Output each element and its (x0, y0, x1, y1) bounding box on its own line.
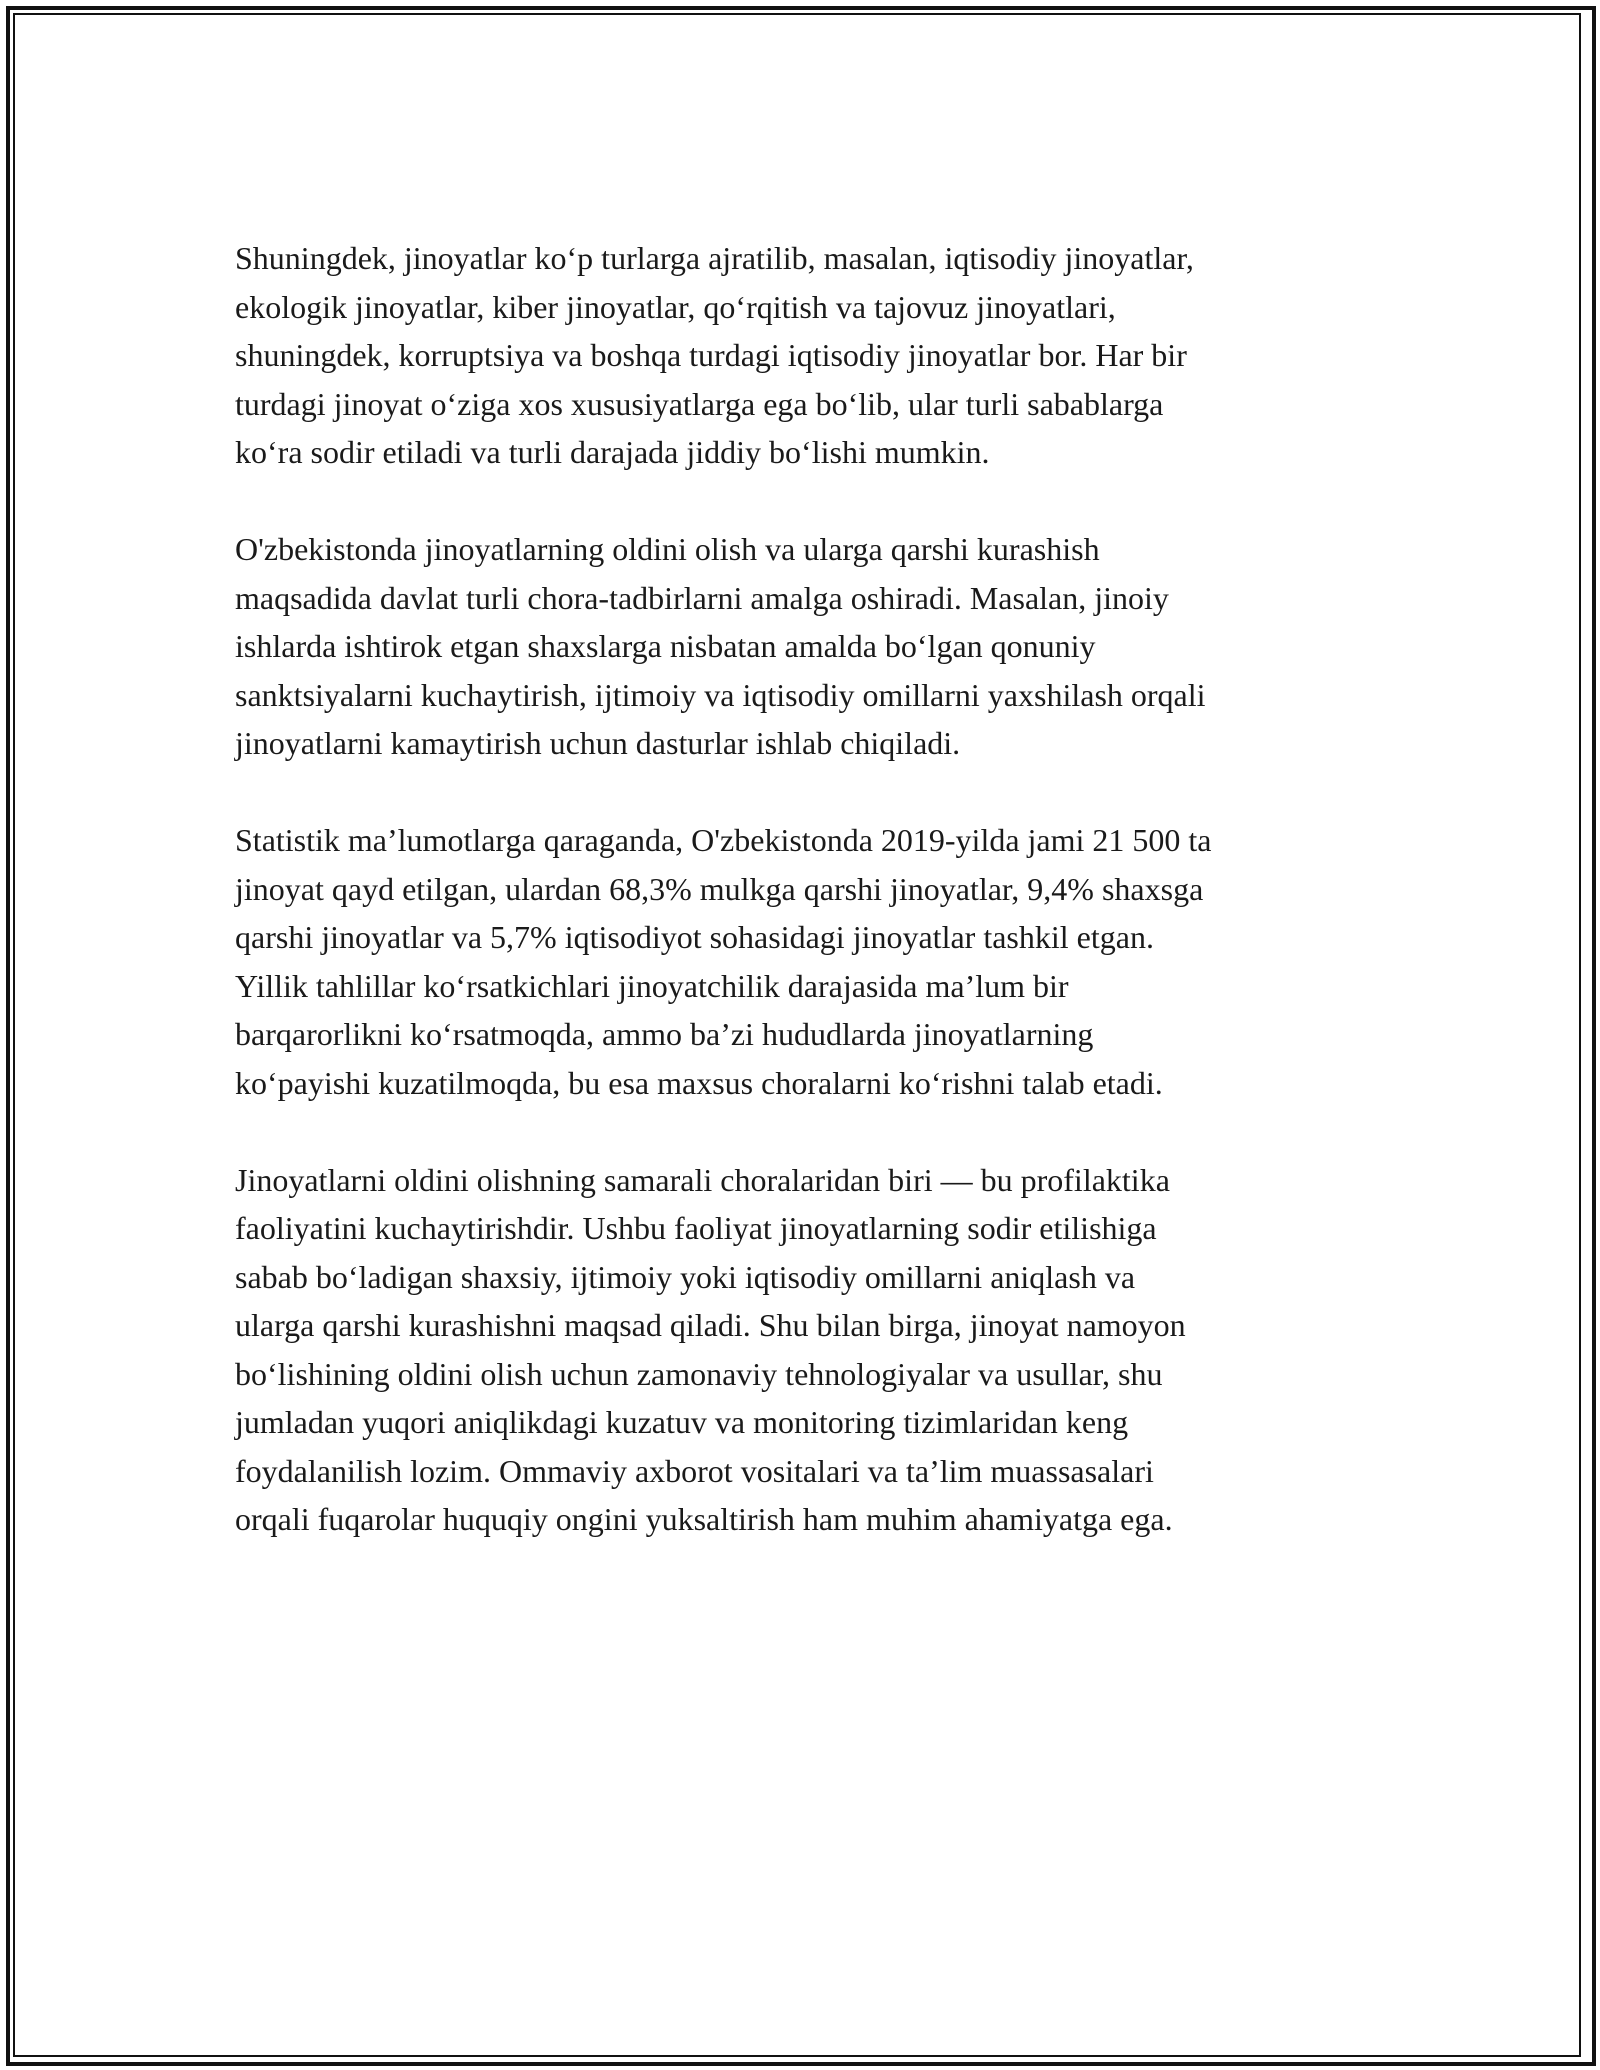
paragraph-prevention: Jinoyatlarni oldini olishning samarali choralaridan biri — bu profilaktika faoliyatini kuchaytirishdir. Ushbu faoliyat jinoyatlarning sodir etilishiga sabab bo‘ladigan shaxsiy, ijtimoiy yoki iqtisodiy omillarni aniqlash va ularga qarshi kurashishni maqsad qiladi. Shu bilan birga, jinoyat namoyon bo‘lishining oldini olish uchun zamonaviy tehnologiyalar va usullar, shu jumladan yuqori aniqlikdagi kuzatuv va monitoring tizimlaridan keng foydalanilish lozim. Ommaviy axborot vositalari va ta’lim muassasalari orqali fuqarolar huquqiy ongini yuksaltirish ham muhim ahamiyatga ega. (235, 1161, 1186, 1537)
paragraph-crime-types: Shuningdek, jinoyatlar ko‘p turlarga ajratilib, masalan, iqtisodiy jinoyatlar, ekologik jinoyatlar, kiber jinoyatlar, qo‘rqitish va tajovuz jinoyatlari, shuningdek, korruptsiya va boshqa turdagi iqtisodiy jinoyatlar bor. Har bir turdagi jinoyat o‘ziga xos xususiyatlarga ega bo‘lib, ular turli sabablarga ko‘ra sodir etiladi va turli darajada jiddiy bo‘lishi mumkin. (235, 240, 1194, 470)
document-body (235, 234, 1375, 1592)
paragraph-statistics: Statistik ma’lumotlarga qaraganda, O'zbekistonda 2019-yilda jami 21 500 ta jinoyat qayd etilgan, ulardan 68,3% mulkga qarshi jinoyatlar, 9,4% shaxsga qarshi jinoyatlar va 5,7% iqtisodiyot sohasidagi jinoyatlar tashkil etgan. Yillik tahlillar ko‘rsatkichlari jinoyatchilik darajasida ma’lum bir barqarorlikni ko‘rsatmoqda, ammo ba’zi hududlarda jinoyatlarning ko‘payishi kuzatilmoqda, bu esa maxsus choralarni ko‘rishni talab etadi. (235, 822, 1212, 1101)
paragraph-state-measures: O'zbekistonda jinoyatlarning oldini olish va ularga qarshi kurashish maqsadida davlat turli chora-tadbirlarni amalga oshiradi. Masalan, jinoiy ishlarda ishtirok etgan shaxslarga nisbatan amalda bo‘lgan qonuniy sanktsiyalarni kuchaytirish, ijtimoiy va iqtisodiy omillarni yaxshilash orqali jinoyatlarni kamaytirish uchun dasturlar ishlab chiqiladi. (235, 531, 1206, 761)
